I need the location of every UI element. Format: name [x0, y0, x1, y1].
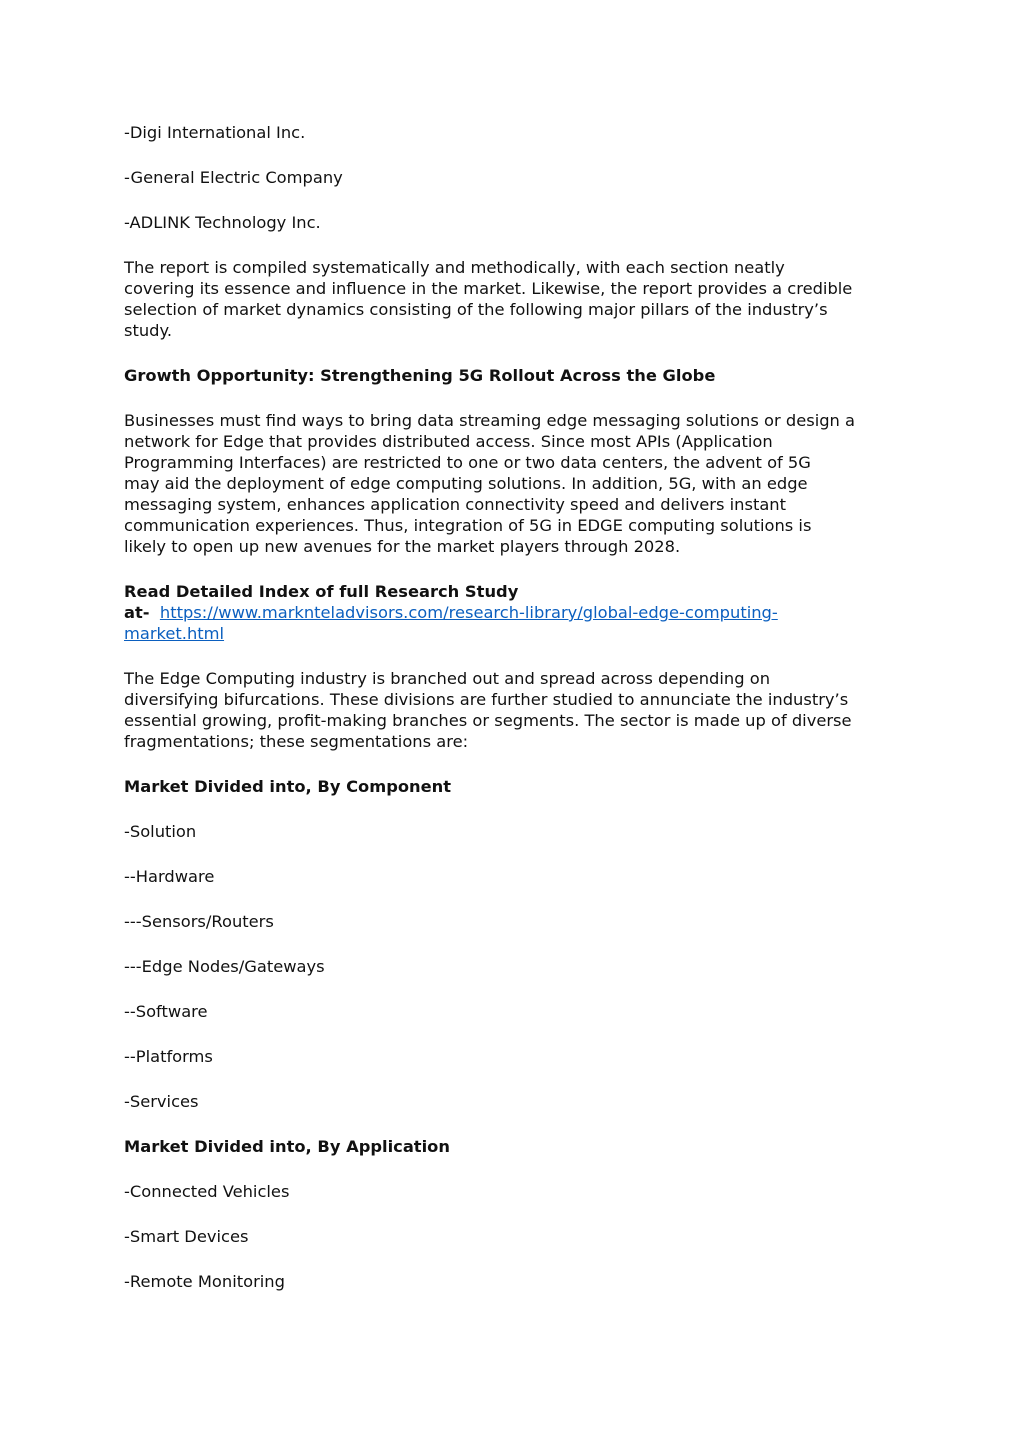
text-line: Businesses must find ways to bring data streaming edge messaging solutions or design a: [124, 411, 856, 430]
text-line: fragmentations; these segmentations are:: [124, 732, 469, 751]
research-study-link-continued[interactable]: market.html: [124, 624, 225, 643]
text-line: messaging system, enhances application connectivity speed and delivers instant: [124, 495, 787, 514]
component-item: -Services: [124, 1092, 199, 1111]
company-item: -ADLINK Technology Inc.: [124, 213, 321, 232]
intro-paragraph: [124, 257, 914, 341]
component-item: ---Edge Nodes/Gateways: [124, 957, 325, 976]
component-item: ---Sensors/Routers: [124, 912, 274, 931]
text-line: may aid the deployment of edge computing solutions. In addition, 5G, with an edge: [124, 474, 808, 493]
text-line: Programming Interfaces) are restricted to one or two data centers, the advent of 5G: [124, 453, 811, 472]
research-study-link[interactable]: https://www.marknteladvisors.com/research-library/global-edge-computing-: [159, 603, 778, 622]
growth-heading: Growth Opportunity: Strengthening 5G Rollout Across the Globe: [124, 366, 716, 385]
application-item: -Remote Monitoring: [124, 1272, 285, 1291]
read-index-block: [124, 581, 914, 644]
component-item: -Solution: [124, 822, 197, 841]
component-item: --Platforms: [124, 1047, 213, 1066]
company-item: -Digi International Inc.: [124, 123, 306, 142]
text-line: likely to open up new avenues for the market players through 2028.: [124, 537, 681, 556]
read-index-link-line: [124, 602, 914, 623]
text-line: diversifying bifurcations. These divisions are further studied to annunciate the industry’s: [124, 690, 849, 709]
text-line: network for Edge that provides distributed access. Since most APIs (Application: [124, 432, 773, 451]
application-item: -Smart Devices: [124, 1227, 249, 1246]
at-label: at-: [124, 603, 150, 622]
read-index-heading: Read Detailed Index of full Research Study: [124, 582, 519, 601]
text-line: communication experiences. Thus, integration of 5G in EDGE computing solutions is: [124, 516, 812, 535]
application-heading: Market Divided into, By Application: [124, 1137, 450, 1156]
component-item: --Hardware: [124, 867, 215, 886]
text-line: covering its essence and influence in the market. Likewise, the report provides a credible: [124, 279, 853, 298]
application-item: -Connected Vehicles: [124, 1182, 290, 1201]
read-index-link-line: [124, 623, 914, 644]
segments-paragraph: [124, 668, 914, 752]
text-line: selection of market dynamics consisting of the following major pillars of the industry’s: [124, 300, 828, 319]
text-line: The Edge Computing industry is branched out and spread across depending on: [124, 669, 771, 688]
company-item: -General Electric Company: [124, 168, 343, 187]
text-line: essential growing, profit-making branches or segments. The sector is made up of diverse: [124, 711, 852, 730]
text-line: study.: [124, 321, 173, 340]
component-item: --Software: [124, 1002, 208, 1021]
growth-paragraph: [124, 410, 914, 557]
component-heading: Market Divided into, By Component: [124, 777, 452, 796]
document-page: [124, 122, 914, 1316]
text-line: The report is compiled systematically and methodically, with each section neatly: [124, 258, 785, 277]
